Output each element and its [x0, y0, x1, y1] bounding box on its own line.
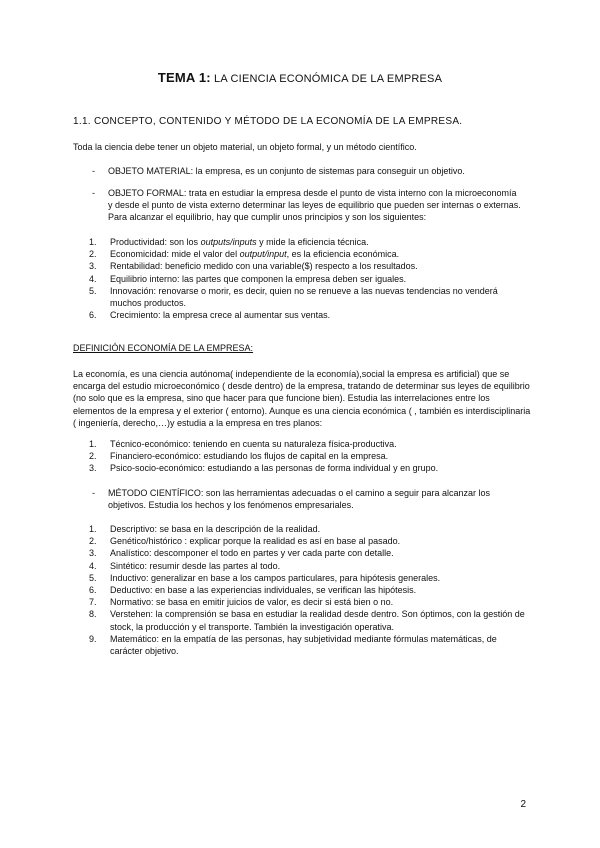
list-item: 3. Analístico: descomponer el todo en partes y ver cada parte con detalle.: [89, 548, 394, 559]
principios-list: [89, 236, 529, 321]
page-number: 2: [520, 799, 526, 810]
objeto-material-text: OBJETO MATERIAL: la empresa, es un conjunto de sistemas para conseguir un objetivo.: [108, 166, 465, 176]
objeto-formal-line2: y desde el punto de vista externo determinar las leyes de equilibrio que pueden ser internas o externas.: [108, 200, 521, 211]
list-item: 8. Verstehen: la comprensión se basa en estudiar la realidad desde dentro. Son óptimos, con la gestión de stock, la producción y el transporte. También la investigación operativa.: [89, 609, 525, 632]
list-item: 7. Normativo: se basa en emitir juicios de valor, es decir si está bien o no.: [89, 597, 394, 608]
list-item: 9. Matemático: en la empatía de las personas, hay subjetividad mediante fórmulas matemáticas, de carácter objetivo.: [89, 633, 497, 657]
intro-paragraph: Toda la ciencia debe tener un objeto material, un objeto formal, y un método científico.: [73, 142, 417, 152]
objeto-formal-line1: OBJETO FORMAL: trata en estudiar la empresa desde el punto de vista interno con la microeconomía: [108, 188, 517, 198]
list-item: 4. Sintético: resumir desde las partes al todo.: [89, 560, 281, 571]
list-item: 1. Descriptivo: se basa en la descripción de la realidad.: [89, 524, 321, 534]
title-rest: LA CIENCIA ECONÓMICA DE LA EMPRESA: [210, 73, 443, 85]
metodo-line1: MÉTODO CIENTÍFICO: son las herramientas adecuadas o el camino a seguir para alcanzar los: [108, 488, 490, 498]
definicion-paragraph: La economía, es una ciencia autónoma( independiente de la economía),social la empresa es artificial) que se encarga del estudio microeconómico ( desde dentro) de la empresa, tratando de determinar sus leyes de equilibrio (no solo que es la empresa, sino que hacer para que funcione bien). Estudia las interrelaciones entre los elementos de la empresa y el exterior ( entorno). Aunque es una ciencia económica ( , también es interdisciplinaria ( ingeniería, derecho,…)y estudia a la empresa en tres planos:: [73, 369, 531, 428]
section-heading: 1.1. CONCEPTO, CONTENIDO Y MÉTODO DE LA ECONOMÍA DE LA EMPRESA.: [73, 116, 463, 127]
dash-bullet: -: [92, 488, 95, 498]
list-item: 6. Deductivo: en base a las experiencias individuales, se verifican las hipótesis.: [89, 585, 417, 596]
objeto-formal-line3: Para alcanzar el equilibrio, hay que cumplir unos principios y son los siguientes:: [108, 212, 427, 223]
list-item: 5. Innovación: renovarse o morir, es decir, quien no se renueve a las nuevas tendencias no venderá muchos productos.: [89, 285, 498, 309]
list-item: 3. Psico-socio-económico: estudiando a las personas de forma individual y en grupo.: [89, 463, 439, 474]
list-item: 5. Inductivo: generalizar en base a los campos particulares, para hipótesis generales.: [89, 572, 441, 583]
title-bold: TEMA 1:: [157, 70, 211, 85]
list-item: 2. Financiero-económico: estudiando los flujos de capital en la empresa.: [89, 451, 389, 462]
list-item: 3. Rentabilidad: beneficio medido con una variable($) respecto a los resultados.: [89, 261, 418, 272]
list-item: 1. Técnico-económico: teniendo en cuenta su naturaleza física-productiva.: [89, 439, 397, 449]
list-item: 4. Equilibrio interno: las partes que componen la empresa deben ser iguales.: [89, 273, 407, 284]
objeto-material-item: [92, 165, 532, 177]
dash-bullet: -: [92, 188, 95, 198]
metodo-line2: objetivos. Estudia los hechos y los fenómenos empresariales.: [108, 500, 354, 511]
list-item: 2. Genético/histórico : explicar porque la realidad es así en base al pasado.: [89, 536, 401, 547]
page-title: [0, 72, 600, 85]
objeto-formal-item: [92, 187, 532, 224]
definicion-heading: DEFINICIÓN ECONOMÍA DE LA EMPRESA:: [73, 343, 254, 353]
planos-list: [89, 438, 529, 475]
metodos-list: [89, 523, 529, 657]
list-item: 6. Crecimiento: la empresa crece al aumentar sus ventas.: [89, 310, 331, 321]
metodo-cientifico-item: [92, 487, 532, 511]
dash-bullet: -: [92, 166, 95, 176]
list-item: 1. Productividad: son los outputs/inputs y mide la eficiencia técnica.: [89, 237, 369, 247]
list-item: 2. Economicidad: mide el valor del output/input, es la eficiencia económica.: [89, 249, 400, 260]
